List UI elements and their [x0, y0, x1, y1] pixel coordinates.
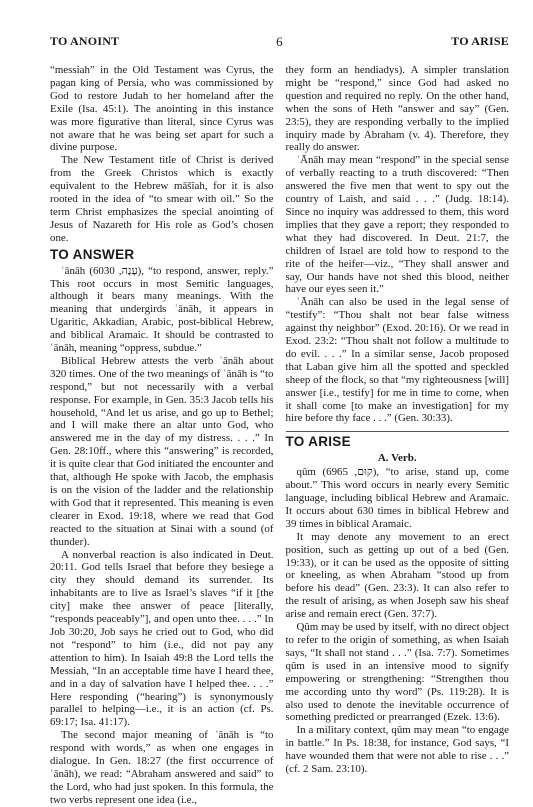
- paragraph: Biblical Hebrew attests the verb ʿānāh about 320 times. One of the two meanings of ʿānāh is “to respond,” but not necessarily with a verbal response. For example, in Gen. 35:3 Jacob tells his household, “And let us arise, and go up to Bethel; and I will make there an altar unto God, who answered me in the day of my distress. . . .” In Gen. 28:10ff., where this “answering” is recorded, it is quite clear that God initiated the encounter and that, although He spoke with Jacob, the emphasis is on the vision of the ladder and the relationship with God that it represented. This meaning is even clearer in Exod. 19:18, where we read that God reacted to the situation at Sinai with a sound (of thunder).: [50, 354, 274, 548]
- header-left-guideword: TO ANOINT: [50, 34, 120, 48]
- paragraph: qûm (קוּם, 6965), “to arise, stand up, come about.” This word occurs in nearly every Semitic language, including biblical Hebrew and Aramaic. It occurs about 630 times in biblical Hebrew and 39 times in biblical Aramaic.: [285, 466, 510, 530]
- right-column: [286, 64, 510, 807]
- left-column: [50, 64, 274, 807]
- running-header: [50, 34, 509, 54]
- paragraph: “messiah” in the Old Testament was Cyrus, the pagan king of Persia, who was commissioned by God to restore Judah to her homeland after the Exile (Isa. 45:1). The anointing in this instance was more figurative than literal, since Cyrus was not aware that he was being set apart for such a divine purpose.: [50, 64, 274, 154]
- subheading-verb: A. Verb.: [377, 452, 417, 465]
- page-number: 6: [276, 34, 283, 49]
- text-columns: [50, 64, 509, 807]
- paragraph: It may denote any movement to an erect position, such as getting up out of a bed (Gen. 19:33), or it can be used as the opposite of sitting or kneeling, as when Abraham “stood up from before his dead” (Gen. 23:3). It can also refer to the result of arising, as when Joseph saw his sheaf arise and remain erect (Gen. 37:7).: [285, 530, 509, 621]
- paragraph: Qûm may be used by itself, with no direct object to refer to the origin of something, as when Isaiah says, “It shall not stand . . .” (Isa. 7:7). Sometimes qûm is used in an intensive mood to signify empowering or strengthening: “Strengthen thou me according unto thy word” (Ps. 119:28). It is also used to denote the inevitable occurrence of something predicted or prearranged (Ezek. 13:6).: [285, 621, 509, 724]
- paragraph: A nonverbal reaction is also indicated in Deut. 20:11. God tells Israel that before they besiege a city they should demand its surrender. Its inhabitants are to live as Israel’s slaves “if it [the city] make thee answer of peace [literally, “responds peaceably”], and open unto thee. . . .” In Job 30:20, Job says he cried out to God, who did not “respond” to him (i.e., did not pay any attention to him). In Isaiah 49:8 the Lord tells the Messiah, “In an acceptable time have I heard thee, and in a day of salvation have I helped thee. . . .” Here responding (“hearing”) is synonymously parallel to helping—i.e., it is an action (cf. Ps. 69:17; Isa. 41:17).: [50, 548, 274, 729]
- entry-heading-to-arise: TO ARISE: [285, 434, 351, 450]
- paragraph: ʿĀnāh may mean “respond” in the special sense of verbally reacting to a truth discovered: “Then answered the five men that went to spy out the country of Laish, and said . . .” (Judg. 18:14). Since no inquiry was addressed to them, this word implies that they gave a report; they responded to what they had discovered. In Deut. 21:7, the children of Israel are told how to respond to the rite of the heifer—viz., “They shall answer and say, Our hands have not shed this blood, neither have our eyes seen it.”: [285, 154, 509, 296]
- paragraph: ʿĀnāh can also be used in the legal sense of “testify”: “Thou shalt not bear false witness against thy neighbor” (Exod. 20:16). Or we read in Exod. 23:2: “Thou shalt not follow a multitude to do evil. . . .” In a similar sense, Jacob proposed that Laban give him all the spotted and speckled sheep of the flock, so that “my righteousness [will] answer [i.e., testify] for me in time to come, when it shall come [to make an investigation] for my hire before thy face . . .” (Gen. 30:33).: [285, 296, 509, 425]
- paragraph: ʿānāh (עָנָה, 6030), “to respond, answer, reply.” This root occurs in most Semitic languages, although it bears many meanings. With the meaning that undergirds ʿānāh, it appears in Ugaritic, Akkadian, Arabic, post-biblical Hebrew, and biblical Aramaic. It should be contrasted to ʿānāh, meaning “oppress, subdue.”: [50, 264, 274, 355]
- paragraph: In a military context, qûm may mean “to engage in battle.” In Ps. 18:38, for instance, God says, “I have wounded them that were not able to rise . . .” (cf. 2 Sam. 23:10).: [285, 724, 509, 776]
- paragraph: The second major meaning of ʿānāh is “to respond with words,” as when one engages in dialogue. In Gen. 18:27 (the first occurrence of ʿānāh), we read: “Abraham answered and said” to the Lord, who had just spoken. In this formula, the two verbs represent one idea (i.e.,: [50, 729, 274, 806]
- paragraph: The New Testament title of Christ is derived from the Greek Christos which is exactly equivalent to the Hebrew māšîah, for it is also rooted in the idea of “to smear with oil.” So the term Christ emphasizes the special anointing of Jesus of Nazareth for His role as God’s chosen one.: [50, 154, 274, 244]
- section-divider: [286, 431, 510, 432]
- header-right-guideword: TO ARISE: [451, 34, 509, 48]
- entry-heading-to-answer: TO ANSWER: [50, 246, 135, 262]
- paragraph: they form an hendiadys). A simpler translation might be “respond,” since God had asked no question and required no reply. On the other hand, when the sons of Heth “answer and say” (Gen. 23:5), they are responding verbally to the implied inquiry made by Abraham (v. 4). Therefore, they really do answer.: [285, 64, 509, 154]
